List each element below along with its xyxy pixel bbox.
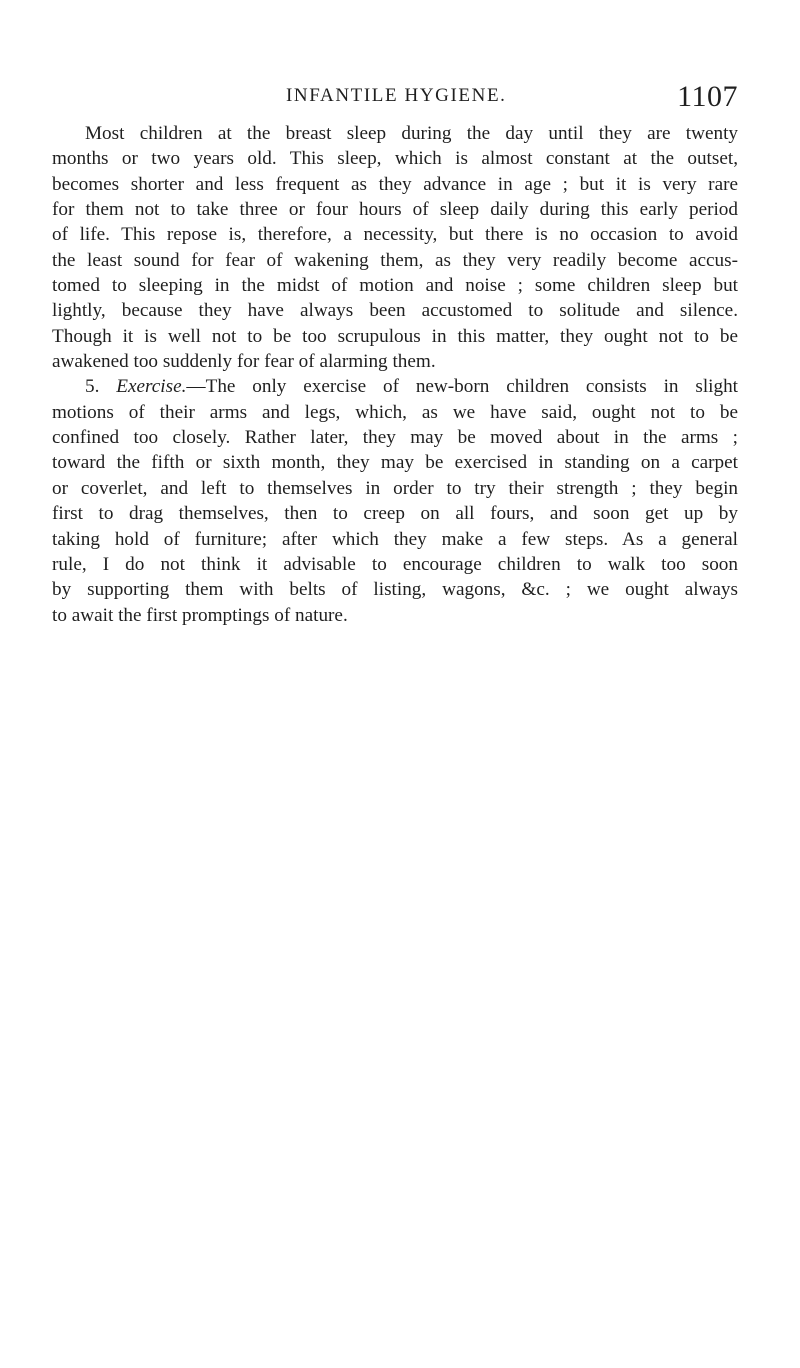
text-line: taking hold of furniture; after which they make a few steps. As a general [52, 528, 738, 550]
running-header [52, 80, 738, 114]
text-line: first to drag themselves, then to creep on all fours, and soon get up by [52, 503, 738, 525]
text-line: toward the fifth or sixth month, they may be exercised in standing on a carpet [52, 452, 738, 474]
text-line: rule, I do not think it advisable to encourage children to walk too soon [52, 553, 738, 575]
running-title: INFANTILE HYGIENE. [286, 85, 507, 106]
text-line: the least sound for fear of wakening them, as they very readily become accus- [52, 249, 738, 271]
section-heading: Exercise. [116, 376, 187, 398]
text-line: for them not to take three or four hours of sleep daily during this early period [52, 199, 738, 221]
text-line: Though it is well not to be too scrupulous in this matter, they ought not to be [52, 325, 738, 347]
text-line: months or two years old. This sleep, which is almost constant at the outset, [52, 148, 738, 170]
text-line: confined too closely. Rather later, they may be moved about in the arms ; [52, 427, 738, 449]
paragraph-exercise [52, 374, 738, 627]
text-line: Most children at the breast sleep during the day until they are twenty [85, 123, 738, 144]
text-line: lightly, because they have always been accustomed to solitude and silence. [52, 300, 738, 322]
text-line: tomed to sleeping in the midst of motion and noise ; some children sleep but [52, 275, 738, 297]
text-line: by supporting them with belts of listing, wagons, &c. ; we ought always [52, 579, 738, 601]
paragraph-sleep [52, 121, 738, 374]
text-line: awakened too suddenly for fear of alarming them. [52, 351, 436, 373]
section-text: —The only exercise of new-born children consists in slight [186, 376, 738, 398]
text-line: becomes shorter and less frequent as they advance in age ; but it is very rare [52, 173, 738, 195]
page-number: 1107 [677, 80, 738, 113]
text-line: motions of their arms and legs, which, as we have said, ought not to be [52, 401, 738, 423]
section-number: 5. [85, 376, 100, 398]
text-line: to await the first promptings of nature. [52, 604, 348, 626]
text-line-with-heading [52, 374, 738, 399]
body-text [52, 121, 738, 628]
text-line: of life. This repose is, therefore, a necessity, but there is no occasion to avoid [52, 224, 738, 246]
text-line: or coverlet, and left to themselves in order to try their strength ; they begin [52, 477, 738, 499]
